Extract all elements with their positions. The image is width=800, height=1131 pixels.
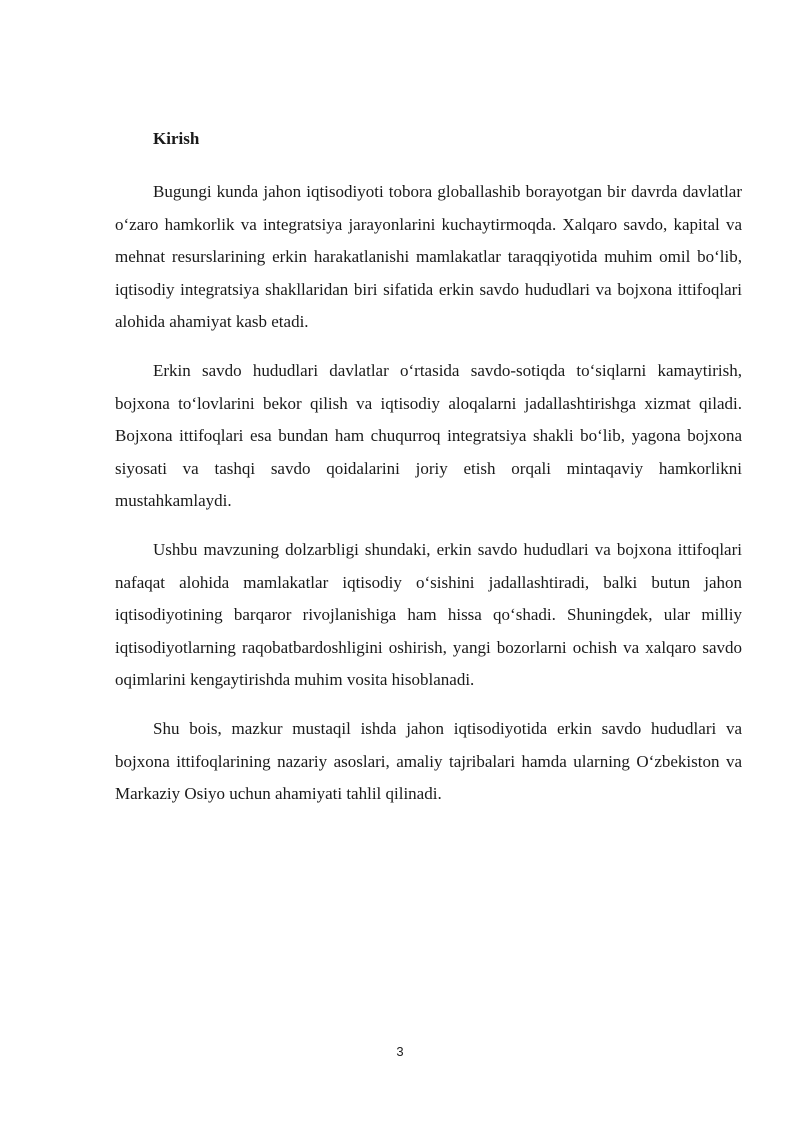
page-content bbox=[115, 124, 742, 827]
page-number: 3 bbox=[396, 1044, 404, 1059]
paragraph-3: Ushbu mavzuning dolzarbligi shundaki, erkin savdo hududlari va bojxona ittifoqlari nafaqat alohida mamlakatlar iqtisodiy o‘sishini jadallashtiradi, balki butun jahon iqtisodiyotining barqaror rivojlanishiga ham hissa qo‘shadi. Shuningdek, ular milliy iqtisodiyotlarning raqobatbardoshligini oshirish, yangi bozorlarni ochish va xalqaro savdo oqimlarini kengaytirishda muhim vosita hisoblanadi. bbox=[115, 539, 742, 690]
section-heading: Kirish bbox=[153, 129, 200, 148]
paragraph-4: Shu bois, mazkur mustaqil ishda jahon iqtisodiyotida erkin savdo hududlari va bojxona ittifoqlarining nazariy asoslari, amaliy tajribalari hamda ularning O‘zbekiston va Markaziy Osiyo uchun ahamiyati tahlil qilinadi. bbox=[115, 718, 742, 804]
paragraph-1: Bugungi kunda jahon iqtisodiyoti tobora globallashib borayotgan bir davrda davlatlar o‘zaro hamkorlik va integratsiya jarayonlarini kuchaytirmoqda. Xalqaro savdo, kapital va mehnat resurslarining erkin harakatlanishi mamlakatlar taraqqiyotida muhim omil bo‘lib, iqtisodiy integratsiya shakllaridan biri sifatida erkin savdo hududlari va bojxona ittifoqlari alohida ahamiyat kasb etadi. bbox=[115, 182, 742, 332]
paragraph-2: Erkin savdo hududlari davlatlar o‘rtasida savdo-sotiqda to‘siqlarni kamaytirish, bojxona to‘lovlarini bekor qilish va iqtisodiy aloqalarni jadallashtirishga xizmat qiladi. Bojxona ittifoqlari esa bundan ham chuqurroq integratsiya shakli bo‘lib, yagona bojxona siyosati va tashqi savdo qoidalarini joriy etish orqali mintaqaviy hamkorlikni mustahkamlaydi. bbox=[115, 360, 742, 511]
